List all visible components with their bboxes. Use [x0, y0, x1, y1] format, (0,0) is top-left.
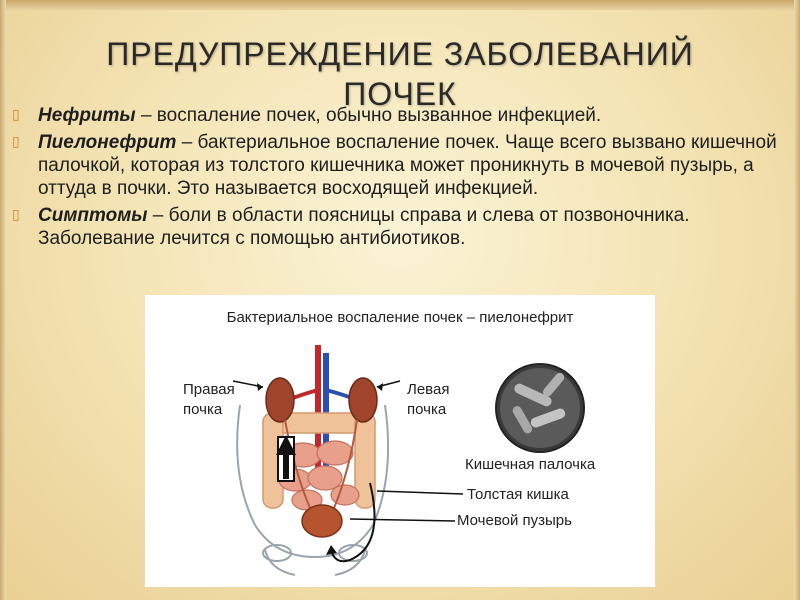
label-bladder: Мочевой пузырь: [457, 512, 572, 529]
bullet-term: Пиелонефрит: [38, 132, 177, 153]
bullet-text: – воспаление почек, обычно вызванное инфекцией.: [135, 105, 602, 126]
bladder: [302, 505, 342, 537]
label-colon: Толстая кишка: [467, 486, 569, 503]
bullet-icon: ▯: [12, 206, 20, 222]
label-right-kidney-line2: почка: [183, 401, 223, 418]
bullet-item-nephritis: [12, 104, 782, 127]
bullet-icon: ▯: [12, 106, 20, 122]
label-ecoli: Кишечная палочка: [465, 456, 596, 473]
slide-border-left: [0, 0, 6, 600]
ascending-infection-arrow: [276, 435, 296, 481]
figure-title: Бактериальное воспаление почек – пиелонефрит: [226, 309, 574, 326]
label-left-kidney-line1: Левая: [407, 381, 450, 398]
bullet-item-pyelonephritis: [12, 131, 782, 200]
bullet-item-symptoms: [12, 204, 782, 250]
anatomy-illustration: [145, 295, 655, 587]
bullet-text: – боли в области поясницы справа и слева от позвоночника. Заболевание лечится с помощью антибиотиков.: [38, 205, 690, 249]
bullet-icon: ▯: [12, 133, 20, 149]
label-left-kidney: [407, 380, 449, 420]
label-right-kidney: [183, 380, 235, 420]
slide-border-right: [794, 0, 800, 600]
slide-title: ПРЕДУПРЕЖДЕНИЕ ЗАБОЛЕВАНИЙ ПОЧЕК: [106, 36, 694, 112]
label-left-kidney-line2: почка: [407, 401, 447, 418]
bullet-text: – бактериальное воспаление почек. Чаще всего вызвано кишечной палочкой, которая из толстого кишечника может проникнуть в мочевой пузырь, а оттуда в почки. Это называется восходящей инфекцией.: [38, 132, 777, 199]
label-right-kidney-line1: Правая: [183, 381, 235, 398]
bullet-term: Симптомы: [38, 205, 148, 226]
bullet-term: Нефриты: [38, 105, 136, 126]
slide-border-top: [0, 0, 800, 10]
ecoli-image: [496, 364, 584, 452]
pyelonephritis-figure: [145, 295, 655, 587]
bullet-list: [12, 104, 782, 254]
